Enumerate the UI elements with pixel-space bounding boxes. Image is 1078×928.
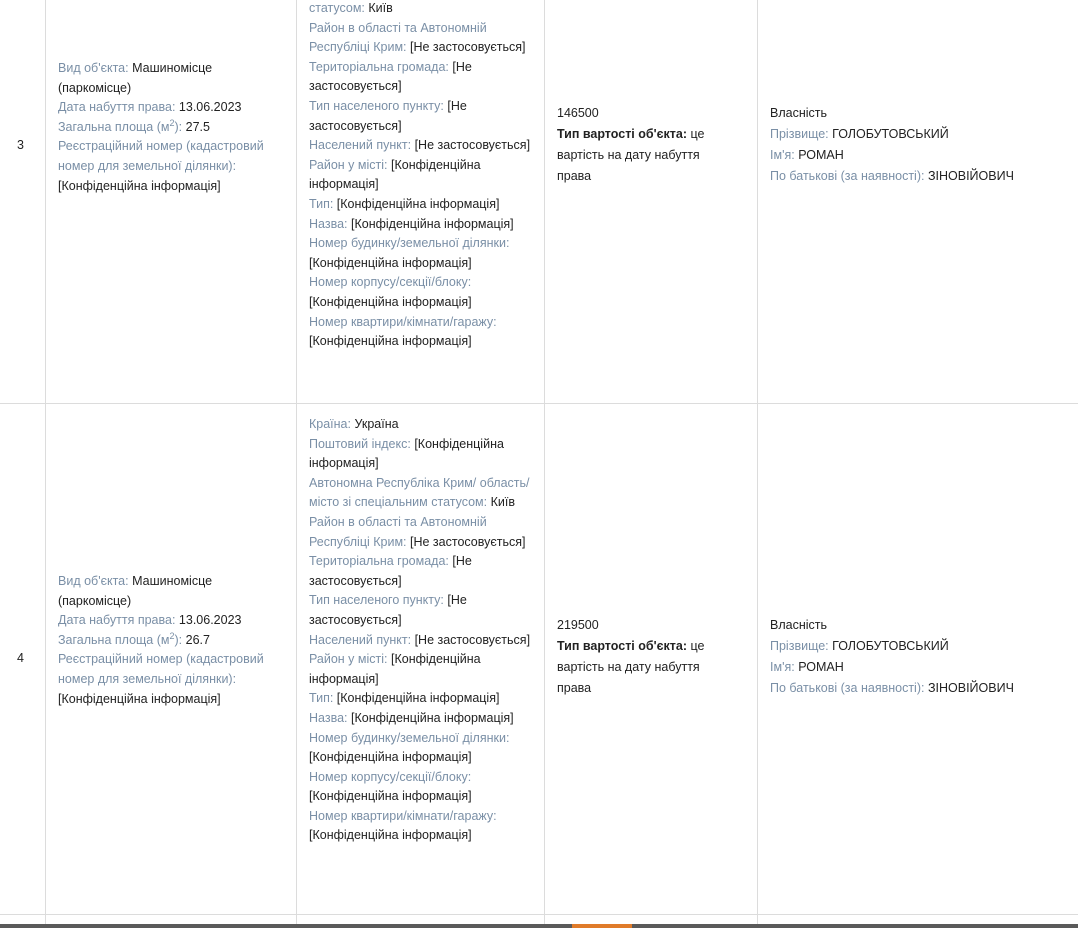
price-amount: 219500: [557, 618, 599, 632]
reg-number-label: Реєстраційний номер (кадастровий номер для земельної ділянки):: [58, 652, 264, 686]
reg-number-value: [Конфіденційна інформація]: [58, 178, 221, 193]
settlement-label: Населений пункт:: [309, 138, 412, 153]
house-number-label: Номер будинку/земельної ділянки:: [309, 236, 510, 251]
area-value: 27.5: [185, 119, 210, 134]
street-name-value: [Конфіденційна інформація]: [350, 216, 514, 231]
settlement-type-label: Тип населеного пункту:: [309, 593, 444, 608]
table-row: [0, 404, 1078, 915]
first-name-label: Ім'я:: [770, 660, 795, 674]
city-district-label: Район у місті:: [309, 157, 388, 172]
row-number: 4: [17, 651, 24, 665]
district-label: Район в області та Автономній Республіці Крим:: [309, 514, 487, 549]
apartment-number-value: [Конфіденційна інформація]: [309, 828, 472, 843]
area-value: 26.7: [185, 632, 210, 647]
street-type-label: Тип:: [309, 196, 334, 211]
district-value: [Не застосовується]: [410, 40, 526, 55]
price-amount: 146500: [557, 106, 599, 120]
scrollbar-highlight: [572, 924, 632, 928]
patronymic-label: По батькові (за наявності):: [770, 169, 925, 183]
street-type-value: [Конфіденційна інформація]: [336, 691, 500, 706]
object-type-value: Машиномісце (паркомісце): [58, 574, 213, 608]
table-row-partial: [0, 915, 1078, 924]
reg-number-value: [Конфіденційна інформація]: [58, 691, 221, 706]
area-label: Загальна площа $(м^2)$:: [58, 117, 183, 134]
street-name-value: [Конфіденційна інформація]: [350, 710, 514, 725]
region-value: Київ: [490, 495, 515, 510]
first-name-value: РОМАН: [798, 660, 844, 674]
owner-cell: [770, 103, 1070, 187]
patronymic-label: По батькові (за наявності):: [770, 681, 925, 695]
postal-code-label: Поштовий індекс:: [309, 436, 411, 451]
apartment-number-label: Номер квартири/кімнати/гаражу:: [309, 314, 497, 329]
object-type-value: Машиномісце (паркомісце): [58, 61, 213, 95]
house-number-value: [Конфіденційна інформація]: [309, 255, 472, 270]
region-value: Київ: [368, 1, 393, 15]
house-number-label: Номер будинку/земельної ділянки:: [309, 730, 510, 745]
reg-number-label: Реєстраційний номер (кадастровий номер для земельної ділянки):: [58, 139, 264, 173]
settlement-label: Населений пункт:: [309, 632, 412, 647]
price-type-label: Тип вартості об'єкта:: [557, 639, 687, 653]
apartment-number-label: Номер квартири/кімнати/гаражу:: [309, 808, 497, 823]
city-district-label: Район у місті:: [309, 652, 388, 667]
surname-value: ГОЛОБУТОВСЬКИЙ: [832, 639, 949, 653]
surname-label: Прізвище:: [770, 127, 829, 141]
street-type-label: Тип:: [309, 691, 334, 706]
address-cell: [309, 415, 534, 846]
horizontal-scrollbar[interactable]: [0, 924, 1078, 928]
settlement-type-value: [Не застосовується]: [309, 98, 467, 133]
owner-cell: [770, 615, 1070, 699]
building-number-label: Номер корпусу/секції/блоку:: [309, 769, 472, 784]
price-type-value: це вартість на дату набуття права: [557, 639, 705, 695]
street-name-label: Назва:: [309, 710, 348, 725]
right-type: Власність: [770, 618, 828, 632]
postal-code-value: [Конфіденційна інформація]: [309, 436, 504, 471]
district-label: Район в області та Автономній Республіці Крим:: [309, 20, 487, 55]
price-cell: [557, 615, 732, 699]
country-label: Країна:: [309, 417, 351, 431]
city-district-value: [Конфіденційна інформація]: [309, 652, 481, 686]
price-type-label: Тип вартості об'єкта:: [557, 127, 687, 141]
settlement-type-value: [Не застосовується]: [309, 593, 467, 627]
acquire-date-label: Дата набуття права:: [58, 613, 176, 628]
community-value: [Не застосовується]: [309, 554, 472, 588]
community-label: Територіальна громада:: [309, 59, 449, 74]
first-name-label: Ім'я:: [770, 148, 795, 162]
country-value: Україна: [354, 417, 399, 431]
settlement-value: [Не застосовується]: [414, 632, 531, 647]
object-type-label: Вид об'єкта:: [58, 61, 129, 75]
patronymic-value: ЗІНОВІЙОВИЧ: [927, 681, 1014, 695]
acquire-date-label: Дата набуття права:: [58, 100, 176, 115]
object-cell: [58, 572, 283, 709]
surname-label: Прізвище:: [770, 639, 829, 653]
settlement-value: [Не застосовується]: [414, 138, 531, 153]
price-cell: [557, 103, 732, 187]
right-type: Власність: [770, 106, 828, 120]
row-number: 3: [17, 138, 24, 152]
street-type-value: [Конфіденційна інформація]: [336, 196, 500, 211]
region-label: Автономна Республіка Крим/ область/місто зі спеціальним статусом:: [309, 475, 530, 510]
district-value: [Не застосовується]: [410, 534, 526, 549]
region-label-tail: статусом:: [309, 1, 365, 15]
building-number-value: [Конфіденційна інформація]: [309, 294, 472, 309]
acquire-date-value: 13.06.2023: [178, 613, 242, 628]
city-district-value: [Конфіденційна інформація]: [309, 157, 481, 192]
table-row: [0, 0, 1078, 404]
house-number-value: [Конфіденційна інформація]: [309, 750, 472, 765]
community-label: Територіальна громада:: [309, 554, 449, 569]
street-name-label: Назва:: [309, 216, 348, 231]
acquire-date-value: 13.06.2023: [178, 100, 242, 115]
object-type-label: Вид об'єкта:: [58, 574, 129, 588]
address-cell: [309, 0, 534, 352]
apartment-number-value: [Конфіденційна інформація]: [309, 334, 472, 349]
patronymic-value: ЗІНОВІЙОВИЧ: [927, 169, 1014, 183]
building-number-value: [Конфіденційна інформація]: [309, 789, 472, 804]
settlement-type-label: Тип населеного пункту:: [309, 98, 444, 113]
object-cell: [58, 59, 283, 196]
area-label: Загальна площа $(м^2)$:: [58, 630, 183, 647]
first-name-value: РОМАН: [798, 148, 844, 162]
building-number-label: Номер корпусу/секції/блоку:: [309, 275, 472, 290]
price-type-value: це вартість на дату набуття права: [557, 127, 705, 183]
surname-value: ГОЛОБУТОВСЬКИЙ: [832, 127, 949, 141]
community-value: [Не застосовується]: [309, 59, 472, 94]
